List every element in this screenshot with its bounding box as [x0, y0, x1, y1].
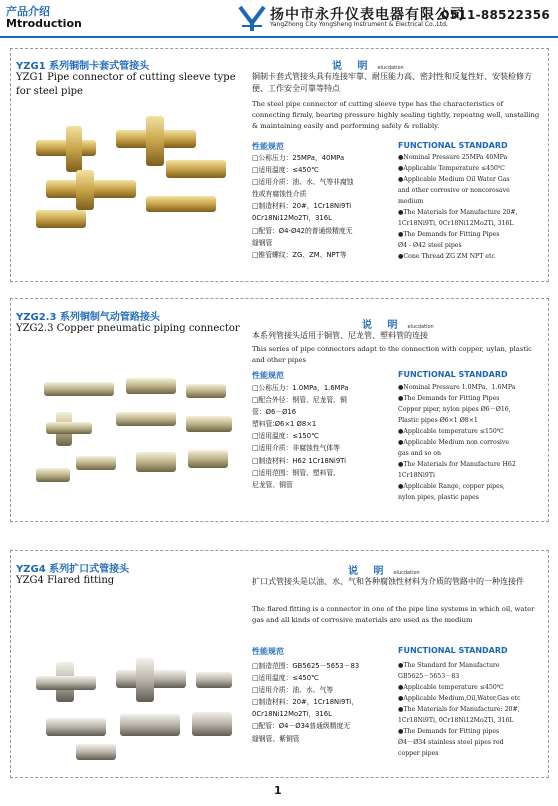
spec-line: □适用介质：非腐蚀性气体等	[252, 444, 340, 453]
spec-line: 缝钢管	[252, 238, 273, 247]
section-1-std-list	[398, 152, 546, 262]
std-line: ●The Standard for Manufacture	[398, 662, 500, 669]
company-name-en: YangZhong City YongSheng Instrument & Electrical Co.,Ltd.	[270, 21, 448, 28]
std-line: Plastic pipes Ø6×1 Ø8×1	[398, 417, 478, 424]
std-line: ●Nominal Pressure 1.0MPa、1.6MPa	[398, 384, 516, 391]
company-logo-icon	[237, 3, 267, 33]
spec-line: □锥管螺纹：ZG、ZM、NPT等	[252, 250, 347, 259]
spec-line: 缝钢管、紫铜管	[252, 734, 300, 743]
section-2-desc-cn: 本系列管接头适用于铜管、尼龙管、塑料管的连接	[252, 331, 428, 340]
header-en: Mtroduction	[6, 17, 82, 30]
spec-line: 0Cr18Ni12Mo2Ti，316L	[252, 710, 332, 719]
page-number: 1	[274, 784, 282, 797]
std-line: ●Nominal Pressure 25MPa 40MPa	[398, 154, 508, 161]
desc-heading-small: elucdation	[393, 570, 420, 576]
spec-line: □制造材料：20#，1Cr18Ni9Ti	[252, 202, 352, 211]
section-3-std-list	[398, 660, 546, 759]
section-1-spec-heading: 性能规范	[252, 142, 284, 151]
std-line: ●Applicable Medium non corrosive	[398, 439, 510, 446]
header-cn: 产品介绍	[6, 5, 50, 18]
spec-line: □制造材料：20#，1Cr18Ni9Ti，	[252, 698, 358, 707]
std-line: Ø4－Ø34 stainless steel pipes red	[398, 739, 504, 746]
section-2-desc-en: This series of pipe connectors adapt to the connection with copper, uylan, plastic and other pipes	[252, 345, 532, 364]
section-1-spec-list	[252, 152, 392, 261]
std-line: nylon pipes, plastic papes	[398, 494, 479, 501]
desc-heading-small: elucdation	[407, 324, 434, 330]
section-3-std-heading: FUNCTIONAL STANDARD	[398, 646, 508, 655]
section-3-product-photo	[16, 652, 242, 770]
spec-line: □公称压力：1.0MPa，1.6MPa	[252, 384, 349, 392]
section-3-desc-heading	[348, 562, 420, 577]
spec-line: 尼龙管、铜管	[252, 480, 293, 489]
std-line: ●Applicable temperature ≤150℃	[398, 428, 504, 435]
spec-line: □配合外径：钢管、尼龙管、铜	[252, 396, 347, 405]
section-3-spec-list	[252, 660, 394, 745]
section-3-desc-en: The flared fitting is a connector in one of the pipe line systems in which oil, water gas and all kinds of corrosive materials are used as the medium	[252, 605, 535, 624]
std-line: ●The Materials for Manufacture: 20#,	[398, 706, 520, 713]
std-line: ●The Demands for Fitting Pipes	[398, 231, 500, 238]
std-line: medium	[398, 198, 424, 205]
std-line: ●The Demands for Fitting Pipes	[398, 395, 500, 402]
company-name-cn: 扬中市永升仪表电器有限公司	[270, 7, 465, 23]
section-1-desc-cn: 铜制卡套式管接头具有连接牢靠、耐压能力高、密封性和反复性好、安装检修方便、工作安全可靠等特点	[252, 72, 532, 93]
std-line: gas and so on	[398, 450, 441, 457]
std-line: 1Cr18Ni9Ti, 0Cr18Ni12Mo2Ti, 316L	[398, 717, 514, 724]
std-line: ●The Materials for Manufacture H62	[398, 461, 516, 468]
section-1-title: YZG1 系列铜制卡套式管接头	[16, 61, 150, 72]
section-1-desc-heading	[332, 57, 404, 72]
spec-line: 管：Ø6－Ø16	[252, 408, 297, 417]
desc-heading-text: 说 明	[332, 61, 374, 72]
std-line: ●Applicable Medium,Oil,Water,Gas etc	[398, 695, 521, 702]
std-line: Copper piper, nylon pipes Ø6－Ø16,	[398, 406, 511, 413]
desc-heading-text: 说 明	[362, 320, 404, 331]
std-line: ●Applicable Medium Oil Water Gas	[398, 176, 510, 183]
spec-line: □制造范围：GB5625－5653－83	[252, 662, 360, 670]
company-phone: 0511-88522356	[441, 8, 551, 22]
section-1-product-photo	[16, 110, 240, 238]
spec-line: 0Cr18Ni12Mo2Ti，316L	[252, 214, 332, 223]
section-2-title: YZG2.3 系列铜制气动管路接头	[16, 312, 160, 323]
header-divider	[0, 36, 558, 38]
section-2-spec-list	[252, 382, 394, 491]
desc-heading-text: 说 明	[348, 566, 390, 577]
spec-line: □适用温度：≤150℃	[252, 432, 319, 441]
spec-line: 塑料管:Ø6×1 Ø8×1	[252, 420, 317, 429]
std-line: ●Applicable Temperature ≤450℃	[398, 165, 505, 172]
section-1-subtitle: YZG1 Pipe connector of cutting sleeve type for steel pipe	[16, 72, 236, 97]
std-line: copper pipes	[398, 750, 439, 757]
std-line: 1Cr18Ni9Ti	[398, 472, 435, 479]
spec-line: □配管：Ø4-Ø42的普通级精度无	[252, 226, 353, 235]
spec-line: □适用介质：油、水、气等非腐蚀	[252, 178, 354, 187]
section-2-spec-heading: 性能规范	[252, 371, 284, 380]
std-line: ●Applicable Range, copper pipes,	[398, 483, 505, 490]
section-3-subtitle: YZG4 Flared fitting	[16, 575, 115, 586]
std-line: ●Applicable temperature ≤450℃	[398, 684, 504, 691]
spec-line: □制造材料：H62 1Cr18Ni9Ti	[252, 456, 346, 465]
section-3-title: YZG4 系列扩口式管接头	[16, 564, 130, 575]
section-3-desc-cn: 扩口式管接头是以油、水、气和各种腐蚀性材料为介质的管路中的一种连接件	[252, 577, 524, 586]
std-line: ●Cone Thread ZG ZM NPT etc	[398, 253, 495, 260]
spec-line: 性或有腐蚀性介质	[252, 190, 307, 199]
spec-line: □公称压力：25MPa，40MPa	[252, 154, 345, 162]
section-1-std-heading: FUNCTIONAL STANDARD	[398, 141, 508, 150]
spec-line: □适用范围：钢管、塑料管、	[252, 468, 340, 477]
section-2-desc-heading	[362, 316, 434, 331]
std-line: ●The Materials for Manufacture 20#,	[398, 209, 518, 216]
section-2-product-photo	[16, 372, 242, 492]
desc-heading-small: elucdation	[377, 65, 404, 71]
section-2-subtitle: YZG2.3 Copper pneumatic piping connector	[16, 323, 240, 334]
page-header	[0, 0, 558, 40]
std-line: and other corrosive or noncorosave	[398, 187, 510, 194]
spec-line: □适用温度：≤450℃	[252, 166, 319, 175]
std-line: ●The Demands for Fitting pipes	[398, 728, 500, 735]
section-2-std-heading: FUNCTIONAL STANDARD	[398, 370, 508, 379]
section-2-std-list	[398, 382, 546, 503]
spec-line: □适用温度：≤450℃	[252, 674, 319, 683]
std-line: Ø4 - Ø42 steel pipes	[398, 242, 462, 249]
spec-line: □适用介质：油、水、气等	[252, 686, 334, 695]
section-3-spec-heading: 性能规范	[252, 647, 284, 656]
section-1-desc-en: The steel pipe connector of cutting sleeve type has the characteristics of connecting firmly, bearing pressure highly sealing tightly, repeatng well, unstalling & maintaining easily and performing safely & reliably.	[252, 100, 540, 130]
std-line: GB5625－5653－83	[398, 673, 460, 680]
std-line: 1Cr18Ni9Ti, 0Cr18Ni12Mo2Ti, 316L	[398, 220, 514, 227]
spec-line: □配管：Ø4－Ø34普通级精度无	[252, 722, 351, 731]
